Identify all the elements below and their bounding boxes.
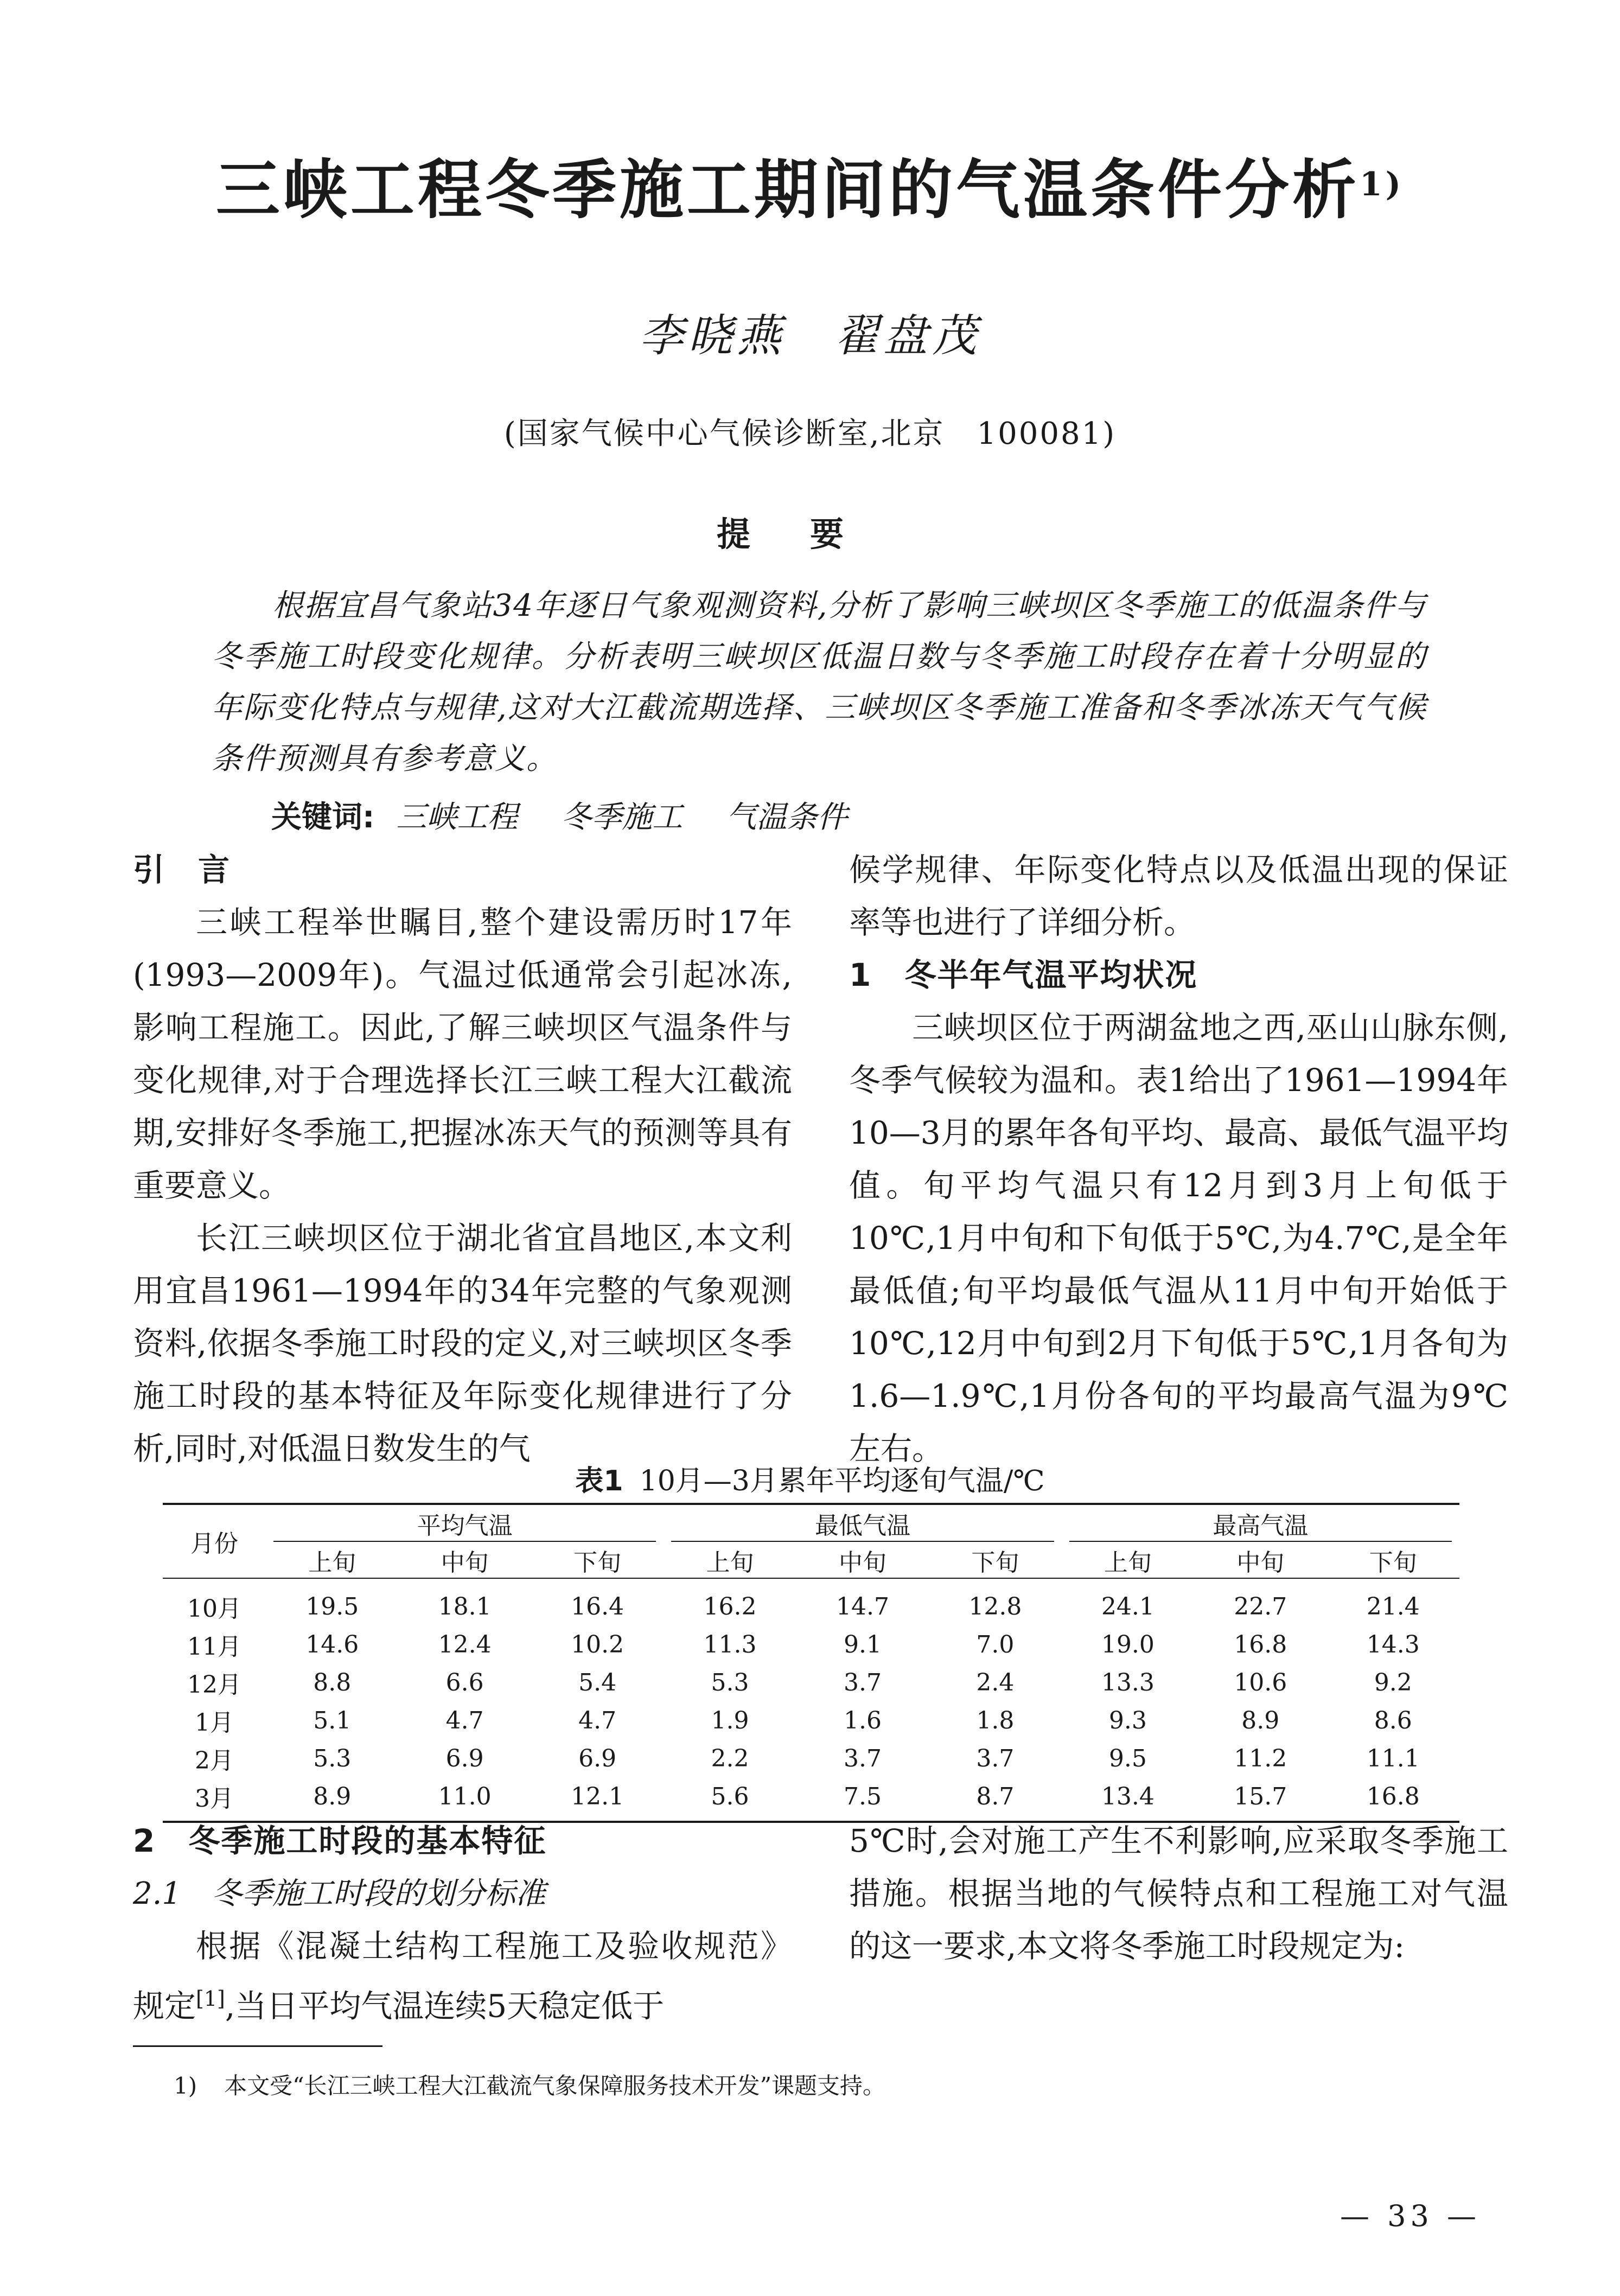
table-subheader: 上旬: [1062, 1543, 1194, 1578]
table-cell: 3.7: [843, 1668, 882, 1697]
page-number: — 33 —: [1340, 2199, 1481, 2233]
table-caption-text: 10月—3月累年平均逐旬气温/℃: [639, 1465, 1045, 1497]
table-row: [163, 1739, 1459, 1777]
table-cell: 5.4: [578, 1668, 617, 1697]
table-cell: 10.6: [1234, 1668, 1287, 1697]
table-cell: 10.2: [571, 1630, 624, 1659]
table-cell: 8.7: [929, 1777, 1061, 1822]
table-cell: 9.1: [843, 1630, 882, 1659]
section-2-1-heading: 2.1 冬季施工时段的划分标准: [133, 1876, 546, 1911]
table-cell: 14.3: [1366, 1630, 1420, 1659]
table-cell: 14.6: [305, 1630, 359, 1659]
table-cell-month: 11月: [187, 1633, 241, 1661]
table-cell: 9.3: [1108, 1706, 1147, 1734]
footnote-text: 本文受“长江三峡工程大江截流气象保障服务技术开发”课题支持。: [224, 2072, 886, 2099]
table-cell: 6.9: [578, 1744, 617, 1772]
table-cell: 13.4: [1062, 1777, 1194, 1822]
title-text: 三峡工程冬季施工期间的气温条件分析: [215, 152, 1360, 227]
paper-title: [0, 146, 1620, 233]
author-2: 翟盘茂: [834, 310, 981, 362]
table-cell-month: 10月: [187, 1595, 241, 1623]
table-cell: 8.9: [1241, 1706, 1280, 1734]
table-cell: 11.2: [1234, 1744, 1287, 1772]
keywords-label: 关键词:: [271, 800, 375, 835]
table-row: [163, 1578, 1459, 1625]
table-cell: 15.7: [1194, 1777, 1326, 1822]
table-cell: 19.0: [1101, 1630, 1155, 1659]
affiliation: (国家气候中心气候诊断室,北京 100081): [503, 416, 1117, 451]
table-cell: 5.3: [711, 1668, 749, 1697]
table-cell: 24.1: [1101, 1592, 1155, 1621]
title-footnote-mark: 1): [1359, 165, 1405, 203]
table-subheader: 中旬: [1194, 1543, 1326, 1578]
left-column-lower: [133, 1815, 792, 2032]
right-column-upper: [849, 844, 1508, 1475]
table-cell: 9.5: [1108, 1744, 1147, 1772]
footnote-mark: 1): [174, 2072, 197, 2099]
keyword-3: 气温条件: [726, 800, 848, 835]
table-subheader: 中旬: [398, 1543, 531, 1578]
section-1-paragraph: 三峡坝区位于两湖盆地之西,巫山山脉东侧,冬季气候较为温和。表1给出了1961—1994年10—3月的累年各旬平均、最高、最低气温平均值。旬平均气温只有12月到3月上旬低于10℃,1月中旬和下旬低于5℃,为4.7℃,是全年最低值;旬平均最低气温从11月中旬开始低于10℃,12月中旬到2月下旬低于5℃,1月各旬为1.6—1.9℃,1月份各旬的平均最高气温为9℃左右。: [849, 1009, 1508, 1467]
table-cell: 12.8: [968, 1592, 1022, 1621]
table-cell: 8.9: [266, 1777, 398, 1822]
table-cell: 6.6: [445, 1668, 484, 1697]
author-line: [0, 307, 1620, 366]
table-cell: 1.8: [976, 1706, 1015, 1734]
author-1: 李晓燕: [639, 310, 786, 362]
table-cell: 1.6: [843, 1706, 882, 1734]
table-group-mean: 平均气温: [266, 1504, 664, 1543]
table-cell-month: 12月: [187, 1671, 241, 1699]
temperature-table: [163, 1503, 1459, 1823]
table-row: [163, 1663, 1459, 1701]
table-cell: 3.7: [843, 1744, 882, 1772]
table-cell: 11.1: [1366, 1744, 1420, 1772]
section-2-1-text-a: 根据《混凝土结构工程施工及验收规范》规定: [133, 1928, 792, 2025]
table-cell: 4.7: [445, 1706, 484, 1734]
table-subheader: 中旬: [796, 1543, 929, 1578]
table-subheader: 下旬: [929, 1543, 1061, 1578]
table-cell: 16.2: [703, 1592, 757, 1621]
table-cell: 9.2: [1374, 1668, 1412, 1697]
section-2-heading: 2 冬季施工时段的基本特征: [133, 1822, 547, 1859]
table-caption: [0, 1459, 1620, 1503]
table-cell: 5.3: [313, 1744, 352, 1772]
keyword-1: 三峡工程: [396, 800, 518, 835]
table-label: 表1: [575, 1465, 623, 1497]
table-row: [163, 1625, 1459, 1663]
intro-paragraph-2-continued: 候学规律、年际变化特点以及低温出现的保证率等也进行了详细分析。: [849, 851, 1508, 941]
table-cell: 5.1: [313, 1706, 352, 1734]
section-2-1-paragraph: [133, 1920, 792, 2032]
table-subheader: 下旬: [531, 1543, 664, 1578]
intro-heading: 引 言: [133, 851, 231, 888]
table-subheader: 上旬: [664, 1543, 796, 1578]
table-cell: 7.0: [976, 1630, 1015, 1659]
table-cell-month: 1月: [195, 1709, 234, 1737]
table-group-min: 最低气温: [664, 1504, 1061, 1543]
table-cell: 12.4: [438, 1630, 492, 1659]
table-cell: 22.7: [1234, 1592, 1287, 1621]
table-cell: 21.4: [1366, 1592, 1420, 1621]
reference-mark: [1]: [196, 1987, 225, 2011]
table-subheader: 下旬: [1327, 1543, 1460, 1578]
table-cell: 16.8: [1327, 1777, 1460, 1822]
keyword-2: 冬季施工: [561, 800, 683, 835]
table-cell: 6.9: [445, 1744, 484, 1772]
table-body: [163, 1578, 1459, 1822]
intro-paragraph-1: 三峡工程举世瞩目,整个建设需历时17年(1993—2009年)。气温过低通常会引起冰冻,影响工程施工。因此,了解三峡坝区气温条件与变化规律,对于合理选择长江三峡工程大江截流期,安排好冬季施工,把握冰冻天气的预测等具有重要意义。: [133, 904, 792, 1204]
table-header-month: 月份: [163, 1504, 266, 1578]
abstract-heading: 提要: [716, 514, 903, 554]
table-cell: 16.8: [1234, 1630, 1287, 1659]
table-row: [163, 1701, 1459, 1739]
table-cell: 2.2: [711, 1744, 749, 1772]
table-cell: 11.0: [398, 1777, 531, 1822]
section-2-1-paragraph-continued: 5℃时,会对施工产生不利影响,应采取冬季施工措施。根据当地的气候特点和工程施工对气温的这一要求,本文将冬季施工时段规定为:: [849, 1822, 1508, 1965]
table-cell: 5.6: [664, 1777, 796, 1822]
table-cell: 13.3: [1101, 1668, 1155, 1697]
table-cell: 1.9: [711, 1706, 749, 1734]
intro-paragraph-2: 长江三峡坝区位于湖北省宜昌地区,本文利用宜昌1961—1994年的34年完整的气象观测资料,依据冬季施工时段的定义,对三峡坝区冬季施工时段的基本特征及年际变化规律进行了分析,同时,对低温日数发生的气: [133, 1220, 792, 1467]
keywords-line: [271, 792, 1465, 843]
table-cell: 11.3: [703, 1630, 757, 1659]
table-cell: 8.8: [313, 1668, 352, 1697]
right-column-lower: [849, 1815, 1508, 1973]
table-cell: 12.1: [531, 1777, 664, 1822]
table-cell: 18.1: [438, 1592, 492, 1621]
table-cell: 14.7: [835, 1592, 889, 1621]
table-subheader: 上旬: [266, 1543, 398, 1578]
section-2-1-text-b: ,当日平均气温连续5天稳定低于: [225, 1987, 665, 2025]
section-1-heading: 1 冬半年气温平均状况: [849, 956, 1198, 993]
footnote-rule: [133, 2045, 382, 2047]
table-cell: 3.7: [976, 1744, 1015, 1772]
table-cell: 4.7: [578, 1706, 617, 1734]
table-cell-month: 3月: [163, 1777, 266, 1822]
table-cell: 7.5: [796, 1777, 929, 1822]
table-cell: 19.5: [305, 1592, 359, 1621]
table-group-max: 最高气温: [1062, 1504, 1459, 1543]
table-cell: 2.4: [976, 1668, 1015, 1697]
table-cell: 16.4: [571, 1592, 624, 1621]
left-column-upper: [133, 844, 792, 1475]
table-cell: 8.6: [1374, 1706, 1412, 1734]
abstract-text: 根据宜昌气象站34年逐日气象观测资料,分析了影响三峡坝区冬季施工的低温条件与冬季施工时段变化规律。分析表明三峡坝区低温日数与冬季施工时段存在着十分明显的年际变化特点与规律,这对大江截流期选择、三峡坝区冬季施工准备和冬季冰冻天气气候条件预测具有参考意义。: [212, 588, 1427, 776]
footnote: [174, 2067, 885, 2105]
table-cell-month: 2月: [195, 1747, 234, 1775]
